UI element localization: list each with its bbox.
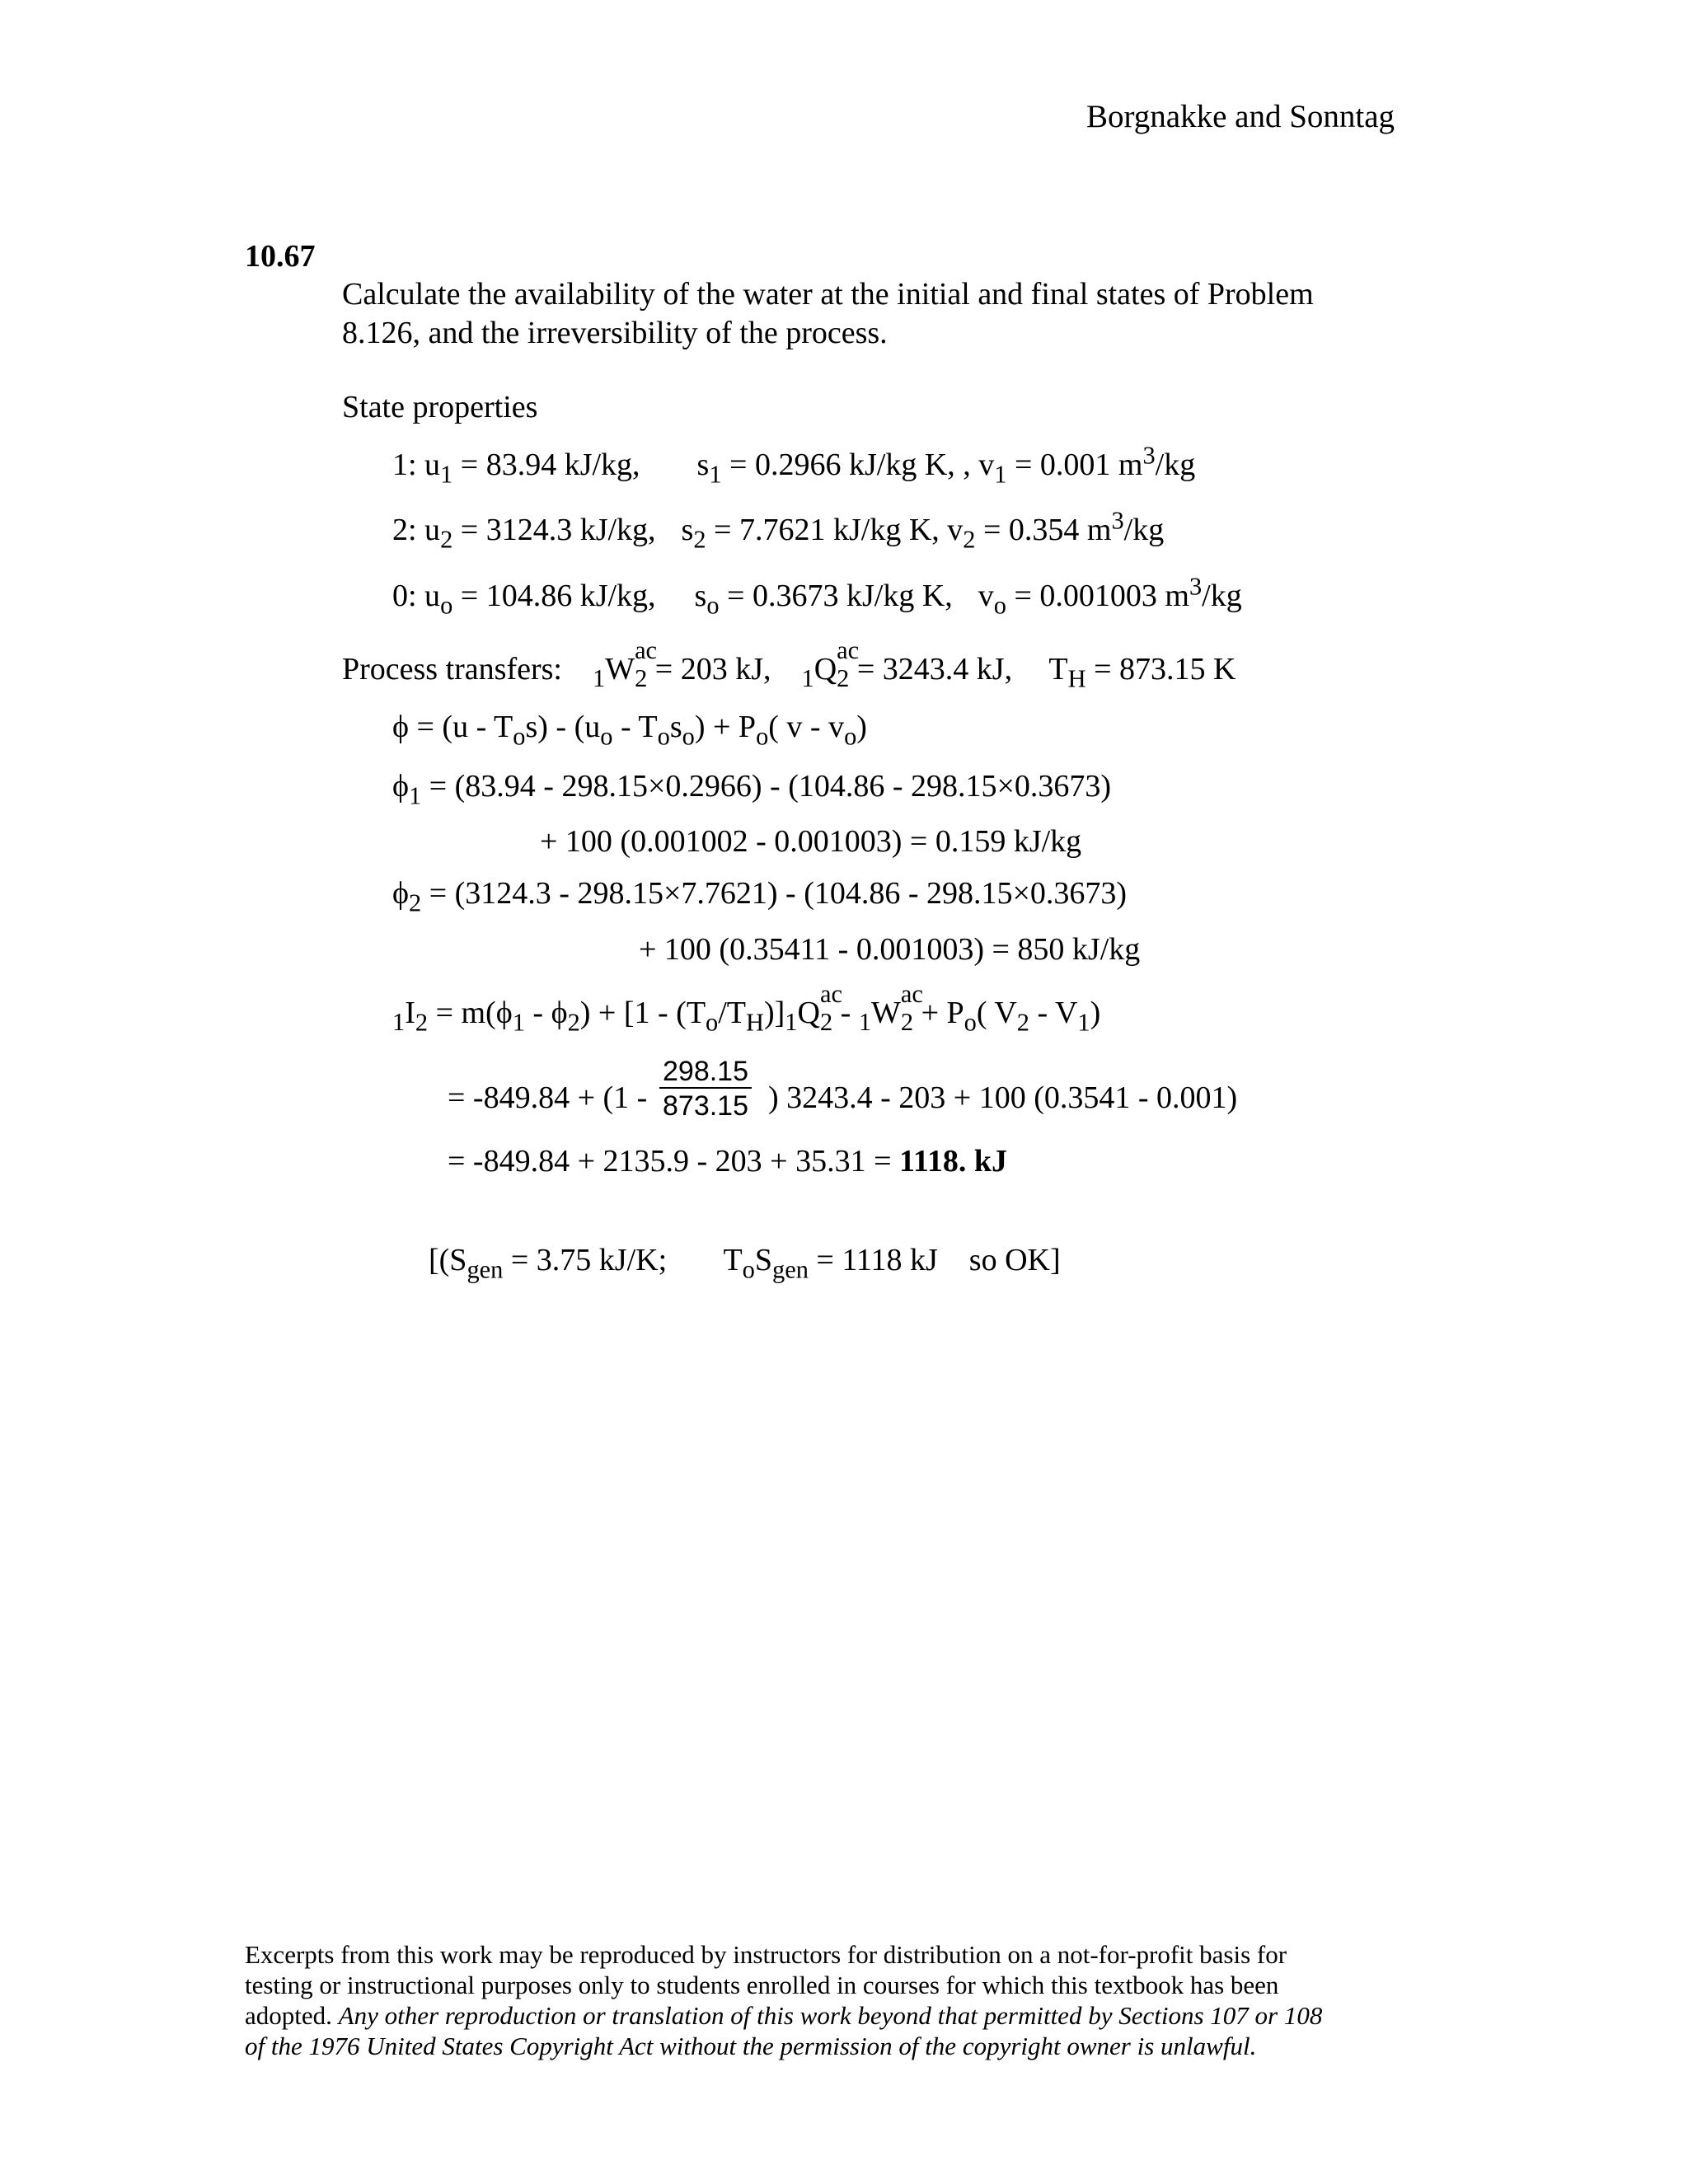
phi1-line-2: + 100 (0.001002 - 0.001003) = 0.159 kJ/kg	[540, 824, 1082, 859]
state-0-row: 0: $u_o = 104.86$ kJ/kg, $s_o = 0.3673$ kJ/kg K, $v_o = 0.001003$ $m^3/kg$	[392, 572, 1242, 620]
header-authors: Borgnakke and Sonntag	[1086, 99, 1395, 134]
state-2-row: 2: $u_2 = 3124.3$ kJ/kg, $s_2 = 7.7621$ kJ/kg K, $v_2 = 0.354$ $m^3/kg$	[392, 506, 1165, 554]
irreversibility-result: 1118. kJ	[899, 1144, 1007, 1179]
entropy-check-line: [($S_{gen} = 3.75$ kJ/K; $T_oS_{gen} = 1118$ kJ so OK]	[429, 1243, 1061, 1284]
footer-line-3: adopted. Any other reproduction or translation of this work beyond that permitted by Sections 107 or 108	[245, 2001, 1323, 2030]
problem-statement-line-1: Calculate the availability of the water at the initial and final states of Problem	[342, 277, 1314, 312]
irreversibility-equation: $_1I_2 = m(\phi_1 - \phi_2) + [1 - (T_o/T_H)]_1Q2$ ac - $_1$W2 ac + $P_o$( $V_2 - V_1$)	[392, 980, 1101, 1037]
irreversibility-line-3: = -849.84 + 2135.9 - 203 + 35.31 = 1118. kJ	[448, 1144, 1007, 1179]
state-properties-heading: State properties	[342, 390, 538, 424]
state-1-row: 1: $u_1 = 83.94$ kJ/kg, $s_1 = 0.2966$ kJ/kg K, , $v_1 = 0.001$ $m^3/kg$	[392, 441, 1196, 489]
phi-definition: $\phi = (u - T_os) - (u_o - T_os_o) + P_o$( v - $v_o$)	[392, 710, 867, 751]
problem-statement-line-2: 8.126, and the irreversibility of the process.	[342, 316, 888, 350]
irreversibility-line-2-left: = -849.84 + (1 -	[448, 1080, 648, 1115]
footer-line-4: of the 1976 United States Copyright Act without the permission of the copyright owner is unlawful.	[245, 2032, 1257, 2060]
temperature-fraction	[659, 1057, 752, 1120]
phi1-line-1: $\phi_1 = (83.94 - 298.15\times 0.2966) - (104.86 - 298.15\times 0.3673)$	[392, 769, 1112, 810]
process-transfers-row: Process transfers: $_1$W2 ac = 203 kJ, $_1$Q2 ac = 3243.4 kJ, $T_H = 873.15$ K	[342, 636, 1236, 693]
fraction-numerator: 298.15	[659, 1057, 752, 1089]
irreversibility-line-2-right: ) 3243.4 - 203 + 100 (0.3541 - 0.001)	[768, 1080, 1238, 1115]
phi2-line-1: $\phi_2 = (3124.3 - 298.15\times 7.7621) - (104.86 - 298.15\times 0.3673)$	[392, 876, 1128, 917]
fraction-denominator: 873.15	[663, 1090, 748, 1122]
footer-line-1: Excerpts from this work may be reproduced by instructors for distribution on a not-for-profit basis for	[245, 1940, 1287, 1969]
copyright-footer	[245, 1939, 1322, 2061]
footer-line-2: testing or instructional purposes only to students enrolled in courses for which this textbook has been	[245, 1971, 1279, 1999]
phi2-line-2: + 100 (0.35411 - 0.001003) = 850 kJ/kg	[639, 932, 1141, 967]
problem-number: 10.67	[245, 239, 316, 274]
